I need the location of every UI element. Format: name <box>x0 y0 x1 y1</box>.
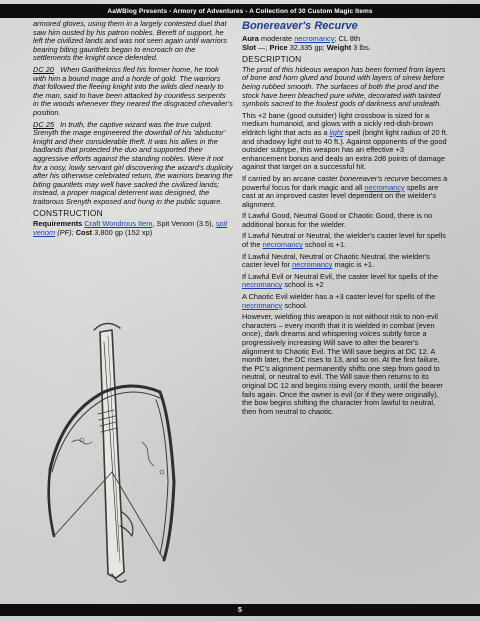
p1-text-b: spell (bright light radius of 20 ft. and shadowy light out to 40 ft.). Against opponents of the good outsider subtype, this weapon has an effective +3 enhancement bonus and deals an extra 2d6 points of damage against that target on a successful hit. <box>242 127 448 172</box>
necromancy-link-p2[interactable]: necromancy <box>364 182 405 192</box>
aura-school-link[interactable]: necromancy <box>294 34 335 43</box>
p2-text-b: becomes a powerful focus for dark magic and all <box>242 173 448 192</box>
aura-value: moderate <box>260 34 295 43</box>
page-number: 5 <box>238 606 242 614</box>
necromancy-link-b5[interactable]: necromancy <box>242 300 283 310</box>
construction-heading: CONSTRUCTION <box>33 208 103 219</box>
requirements-line: Requirements Craft Wondrous Item, Spit Venom (3.5), spit venom (PF); Cost 3,800 gp (152 xp) <box>33 219 228 237</box>
light-spell-link[interactable]: light <box>329 127 344 137</box>
price-label: Price <box>269 42 288 52</box>
dc25-label: DC 25 <box>33 119 54 129</box>
b4-text-a: If Lawful Evil or Neutral Evil, the caster level for spells of the <box>242 271 438 281</box>
aura-tail: ; CL 8th <box>334 34 361 43</box>
intro-paragraph: armored gloves, using them in a largely contested duel that saw him ousted by his patron nobles. Bereft of support, he left the civilized lands and was not seen again until warriors bearing biting gauntlets began to encroach on the settlements the knight once defended. <box>33 19 227 63</box>
req-pf-tail: (PF); <box>55 227 76 237</box>
aura-label: Aura <box>242 34 259 43</box>
b2-text-b: school is +1. <box>302 240 347 250</box>
item-title: Bonereaver's Recurve <box>242 20 358 32</box>
b5-text-b: school. <box>282 300 308 310</box>
p1-text-a: This +2 bane (good outsider) light crossbow is sized for a medium humanoid, and glows with a sickly red-dish-brown eldritch light that acts as a <box>242 110 434 137</box>
dc20-paragraph <box>33 66 233 118</box>
alignment-good: If Lawful Good, Neutral Good or Chaotic Good, there is no additional bonus for the wielder. <box>242 211 433 229</box>
p2-text-a: If carried by an arcane caster <box>242 173 340 183</box>
alignment-chaotic-evil <box>242 293 450 310</box>
weight-value: 3 lbs. <box>353 42 371 52</box>
dc25-paragraph <box>33 121 233 207</box>
price-value: 32,335 gp; <box>289 42 327 52</box>
page-footer <box>0 604 480 616</box>
right-column <box>242 20 450 419</box>
alignment-lawful-neutral <box>242 232 450 249</box>
cost-value: 3,800 gp (152 xp) <box>94 227 153 237</box>
alignment-lawful-evil <box>242 273 450 290</box>
requirements-label: Requirements <box>33 219 83 229</box>
b4-text-b: school is +2 <box>282 280 324 290</box>
b5-text-a: A Chaotic Evil wielder has a +3 caster level for spells of the <box>242 292 436 302</box>
crossbow-description <box>242 112 450 172</box>
slot-value: —; <box>255 42 270 52</box>
weight-label: Weight <box>326 42 352 52</box>
alignment-neutral <box>242 253 450 270</box>
slot-label: Slot <box>242 42 256 52</box>
p2-text-c: spells are cast at an improved caster level dependent on the wielder's alignment. <box>242 182 439 209</box>
header-text: AaWBlog Presents - Armory of Adventures - A Collection of 30 Custom Magic Items <box>107 7 373 15</box>
spit-venom-link[interactable]: spit venom <box>33 219 228 237</box>
necromancy-link-b2[interactable]: necromancy <box>262 240 303 250</box>
left-column <box>33 20 233 237</box>
dc25-text: In truth, the captive wizard was the true culprit. Srenyth the mage engineered the downfall of his 'abductor' knight and their considerable theft. It was his allies in the badlands that protected the duo and supported their aggressive efforts against the standing nobles. Were it not for a nosy, lowly servant girl discovering the wizard's duplicity after his otherwise celebrated return, the warriors bearing the biting gauntlets may well have sacked the civilized lands; instead, a proper magical deterrent was designed, the traitorous Srenyth exposed and hung in the public square. <box>33 119 233 206</box>
necromancy-link-b4[interactable]: necromancy <box>242 280 283 290</box>
p2-item-name: bonereaver's recurve <box>339 173 409 183</box>
b2-text-a: If Lawful Neutral or Neutral, the wielder's caster level for spells of the <box>242 231 446 250</box>
crossbow-sketch-icon <box>42 322 182 590</box>
description-heading: DESCRIPTION <box>242 54 302 65</box>
b3-text-b: magic is +1. <box>332 260 375 270</box>
b3-text-a: If Lawful Neutral, Neutral or Chaotic Neutral, the wielder's caster level for <box>242 251 430 270</box>
slot-line <box>242 44 450 53</box>
arcane-caster-paragraph <box>242 175 450 209</box>
flavor-text: The prod of this hideous weapon has been formed from layers of bone and horn glued and bound with layers of sinew before being rubbed smooth. The surfaces of both the prod and the stock have been bleached pure white, decorated with tainted symbols sacred to the foulest gods of darkness and undeath. <box>242 64 446 109</box>
craft-wondrous-link[interactable]: Craft Wondrous Item <box>84 219 153 229</box>
page-header <box>0 4 480 18</box>
dc20-text: When Garithekriss fled his former home, he took with him a bound mage and a horde of gold. The warriors that followed the fleeing knight into the wilds died nearly to the man, said to have been attacked by countless serpents in the woods whenever they neared the disgraced chevalier's position. <box>33 64 233 117</box>
dc20-label: DC 20 <box>33 64 54 74</box>
spit-venom-text: Spit Venom <box>156 219 195 229</box>
req-after-spit: (3.5), <box>194 219 216 229</box>
cost-label: Cost <box>75 227 93 237</box>
risk-paragraph: However, wielding this weapon is not without risk to non-evil characters – every month that it is wielded in combat (even once), dark dreams and whispering voices subtly force a progressively increasing Will save to alter the bearer's alignment to Chaotic Evil. The Will save begins at DC 12. A month later, the DC rises to 13, and so on. At the first failure, the PC's alignment permanently shifts one step from good to neutral, or neutral to evil. The Will save then returns to its original DC 12 and begins rising every month, until the bearer fails again. Once the owner is evil (or if they were originally), the bow begins shifting the character from lawful to neutral, then from neutral to chaotic. <box>242 312 443 416</box>
necromancy-link-b3[interactable]: necromancy <box>292 260 333 270</box>
